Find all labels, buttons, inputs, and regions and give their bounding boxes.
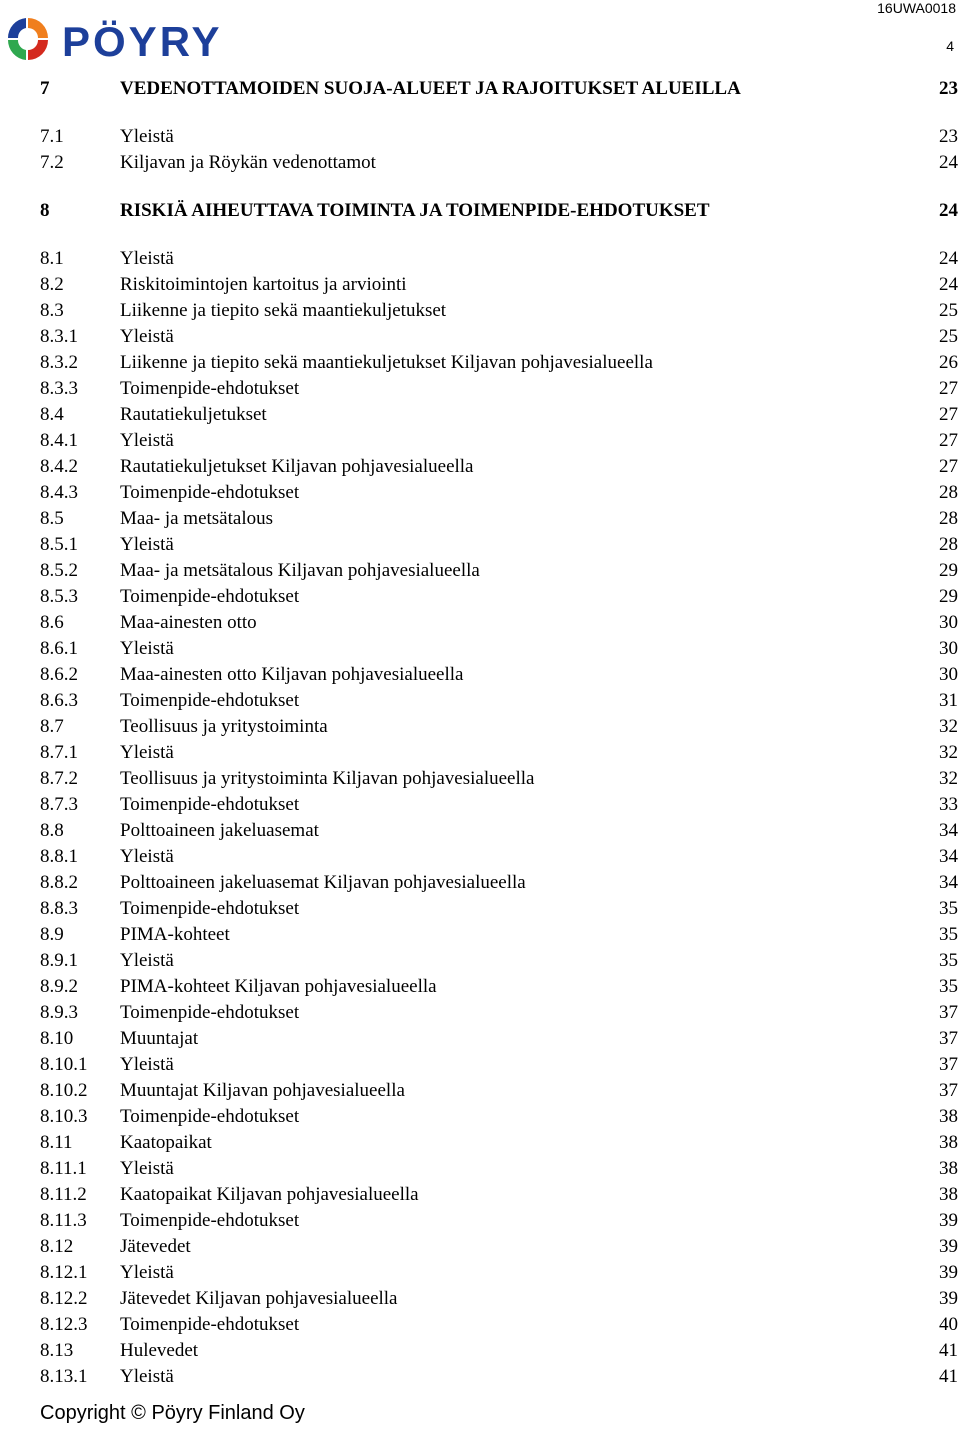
toc-num: 8.12.3 bbox=[40, 1314, 88, 1335]
toc-title: Liikenne ja tiepito sekä maantiekuljetukset Kiljavan pohjavesialueella bbox=[120, 352, 653, 373]
toc-title: Yleistä bbox=[120, 1054, 174, 1075]
toc-num: 8.11 bbox=[40, 1132, 73, 1153]
toc-section-row[interactable] bbox=[40, 532, 958, 558]
toc-section-row[interactable] bbox=[40, 124, 958, 150]
toc-title: Toimenpide-ehdotukset bbox=[120, 1210, 300, 1231]
toc-title: Kaatopaikat bbox=[120, 1132, 212, 1153]
toc-section-row[interactable] bbox=[40, 324, 958, 350]
toc-section-row[interactable] bbox=[40, 740, 958, 766]
toc-title: Riskitoimintojen kartoitus ja arviointi bbox=[120, 274, 407, 295]
toc-title: Liikenne ja tiepito sekä maantiekuljetukset bbox=[120, 300, 447, 321]
toc-page: 40 bbox=[939, 1314, 958, 1335]
toc-section-row[interactable] bbox=[40, 714, 958, 740]
toc-section-row[interactable] bbox=[40, 480, 958, 506]
toc-section-row[interactable] bbox=[40, 896, 958, 922]
toc-num: 8.3 bbox=[40, 300, 64, 321]
toc-page: 38 bbox=[939, 1158, 958, 1179]
toc-num: 8.9.1 bbox=[40, 950, 78, 971]
toc-page: 28 bbox=[939, 508, 958, 529]
toc-section-row[interactable] bbox=[40, 1026, 958, 1052]
toc-page: 27 bbox=[939, 430, 958, 451]
toc-num: 7 bbox=[40, 78, 50, 99]
toc-title: Hulevedet bbox=[120, 1340, 199, 1361]
toc-title: Maa- ja metsätalous bbox=[120, 508, 274, 529]
toc-section-row[interactable] bbox=[40, 246, 958, 272]
toc-section-row[interactable] bbox=[40, 272, 958, 298]
toc-chapter-row[interactable] bbox=[40, 74, 958, 104]
toc-title: Yleistä bbox=[120, 326, 174, 347]
toc-title: Kaatopaikat Kiljavan pohjavesialueella bbox=[120, 1184, 419, 1205]
logo-wordmark: PÖYRY bbox=[62, 18, 223, 64]
toc-title: RISKIÄ AIHEUTTAVA TOIMINTA JA TOIMENPIDE-EHDOTUKSET bbox=[120, 200, 710, 221]
toc-page: 23 bbox=[939, 126, 958, 147]
toc-section-row[interactable] bbox=[40, 792, 958, 818]
toc-page: 28 bbox=[939, 482, 958, 503]
toc-section-row[interactable] bbox=[40, 402, 958, 428]
toc-num: 8.6 bbox=[40, 612, 64, 633]
toc-title: Yleistä bbox=[120, 742, 174, 763]
toc-section-row[interactable] bbox=[40, 584, 958, 610]
toc-num: 8.4.3 bbox=[40, 482, 78, 503]
toc-section-row[interactable] bbox=[40, 1312, 958, 1338]
toc-num: 8.11.3 bbox=[40, 1210, 87, 1231]
toc-section-row[interactable] bbox=[40, 1286, 958, 1312]
toc-title: Muuntajat bbox=[120, 1028, 199, 1049]
toc-num: 8.8.1 bbox=[40, 846, 78, 867]
toc-page: 39 bbox=[939, 1262, 958, 1283]
toc-title: Yleistä bbox=[120, 846, 174, 867]
toc-section-row[interactable] bbox=[40, 610, 958, 636]
toc-page: 34 bbox=[939, 846, 958, 867]
toc-num: 8.13.1 bbox=[40, 1366, 88, 1387]
toc-section-row[interactable] bbox=[40, 506, 958, 532]
toc-section-row[interactable] bbox=[40, 1078, 958, 1104]
toc-num: 8.7.2 bbox=[40, 768, 78, 789]
toc-num: 8.8.3 bbox=[40, 898, 78, 919]
toc-page: 37 bbox=[939, 1054, 958, 1075]
toc-title: Toimenpide-ehdotukset bbox=[120, 1314, 300, 1335]
toc-title: Polttoaineen jakeluasemat Kiljavan pohjavesialueella bbox=[120, 872, 526, 893]
toc-page: 41 bbox=[939, 1340, 958, 1361]
toc-page: 27 bbox=[939, 378, 958, 399]
toc-num: 8.7.1 bbox=[40, 742, 78, 763]
toc-section-row[interactable] bbox=[40, 1156, 958, 1182]
toc-page: 32 bbox=[939, 742, 958, 763]
toc-num: 7.1 bbox=[40, 126, 64, 147]
toc-page: 35 bbox=[939, 950, 958, 971]
toc-page: 39 bbox=[939, 1210, 958, 1231]
toc-num: 8.3.3 bbox=[40, 378, 78, 399]
toc-title: Yleistä bbox=[120, 430, 174, 451]
toc-num: 8.9.3 bbox=[40, 1002, 78, 1023]
toc-page: 34 bbox=[939, 820, 958, 841]
toc-title: Toimenpide-ehdotukset bbox=[120, 1106, 300, 1127]
toc-page: 35 bbox=[939, 898, 958, 919]
toc-title: Maa-ainesten otto Kiljavan pohjavesialueella bbox=[120, 664, 464, 685]
toc-page: 30 bbox=[939, 664, 958, 685]
toc-title: Muuntajat Kiljavan pohjavesialueella bbox=[120, 1080, 405, 1101]
toc-page: 32 bbox=[939, 716, 958, 737]
toc-page: 28 bbox=[939, 534, 958, 555]
toc-section-row[interactable] bbox=[40, 558, 958, 584]
toc-title: Yleistä bbox=[120, 1158, 174, 1179]
toc-page: 27 bbox=[939, 456, 958, 477]
toc-num: 8.7.3 bbox=[40, 794, 78, 815]
toc-title: Jätevedet bbox=[120, 1236, 191, 1257]
toc-page: 30 bbox=[939, 612, 958, 633]
toc-page: 27 bbox=[939, 404, 958, 425]
page-header bbox=[0, 0, 960, 70]
toc-title: PIMA-kohteet bbox=[120, 924, 230, 945]
toc-section-row[interactable] bbox=[40, 454, 958, 480]
toc-section-row[interactable] bbox=[40, 870, 958, 896]
toc-section-row[interactable] bbox=[40, 1130, 958, 1156]
footer-copyright: Copyright © Pöyry Finland Oy bbox=[40, 1402, 305, 1424]
toc-num: 8.4.2 bbox=[40, 456, 78, 477]
toc-num: 8.5.1 bbox=[40, 534, 78, 555]
toc-title: Yleistä bbox=[120, 1366, 174, 1387]
toc-section-row[interactable] bbox=[40, 1000, 958, 1026]
toc-page: 37 bbox=[939, 1080, 958, 1101]
toc-title: Maa- ja metsätalous Kiljavan pohjavesialueella bbox=[120, 560, 480, 581]
toc-num: 8.12 bbox=[40, 1236, 74, 1257]
page-number: 4 bbox=[946, 38, 954, 54]
toc-num: 8.3.2 bbox=[40, 352, 78, 373]
toc-page: 24 bbox=[939, 248, 958, 269]
toc-page: 38 bbox=[939, 1132, 958, 1153]
toc-title: Yleistä bbox=[120, 950, 174, 971]
toc-section-row[interactable] bbox=[40, 844, 958, 870]
toc-num: 8.12.2 bbox=[40, 1288, 88, 1309]
toc-num: 8.6.2 bbox=[40, 664, 78, 685]
toc-num: 8.12.1 bbox=[40, 1262, 88, 1283]
toc-num: 7.2 bbox=[40, 152, 64, 173]
toc-page: 38 bbox=[939, 1184, 958, 1205]
toc-section-row[interactable] bbox=[40, 1104, 958, 1130]
toc-title: Yleistä bbox=[120, 638, 174, 659]
toc-page: 29 bbox=[939, 560, 958, 581]
toc-num: 8.7 bbox=[40, 716, 64, 737]
toc-title: Rautatiekuljetukset bbox=[120, 404, 267, 425]
toc-section-row[interactable] bbox=[40, 350, 958, 376]
toc-num: 8.8.2 bbox=[40, 872, 78, 893]
toc-num: 8.2 bbox=[40, 274, 64, 295]
toc-page: 39 bbox=[939, 1236, 958, 1257]
toc-chapter-row[interactable] bbox=[40, 196, 958, 226]
toc-page: 23 bbox=[939, 78, 958, 99]
toc-page: 34 bbox=[939, 872, 958, 893]
document-code: 16UWA0018 bbox=[877, 0, 956, 16]
toc-num: 8.10.2 bbox=[40, 1080, 88, 1101]
toc-title: Toimenpide-ehdotukset bbox=[120, 1002, 300, 1023]
toc-page: 24 bbox=[939, 274, 958, 295]
toc-title: Yleistä bbox=[120, 534, 174, 555]
toc-section-row[interactable] bbox=[40, 818, 958, 844]
toc-title: Toimenpide-ehdotukset bbox=[120, 482, 300, 503]
toc-title: Toimenpide-ehdotukset bbox=[120, 794, 300, 815]
toc-title: Kiljavan ja Röykän vedenottamot bbox=[120, 152, 376, 173]
toc-num: 8.5.3 bbox=[40, 586, 78, 607]
toc-num: 8.3.1 bbox=[40, 326, 78, 347]
toc-page: 39 bbox=[939, 1288, 958, 1309]
toc-page: 30 bbox=[939, 638, 958, 659]
toc-section-row[interactable] bbox=[40, 922, 958, 948]
toc-title: Toimenpide-ehdotukset bbox=[120, 586, 300, 607]
toc-num: 8.11.1 bbox=[40, 1158, 87, 1179]
toc-num: 8.9.2 bbox=[40, 976, 78, 997]
toc-num: 8.13 bbox=[40, 1340, 74, 1361]
toc-page: 41 bbox=[939, 1366, 958, 1387]
toc-section-row[interactable] bbox=[40, 1052, 958, 1078]
toc-num: 8.5 bbox=[40, 508, 64, 529]
toc-num: 8.11.2 bbox=[40, 1184, 87, 1205]
table-of-contents bbox=[40, 74, 958, 1390]
toc-num: 8.10.3 bbox=[40, 1106, 88, 1127]
toc-section-row[interactable] bbox=[40, 1208, 958, 1234]
poyry-logo bbox=[6, 14, 250, 64]
toc-title: Maa-ainesten otto bbox=[120, 612, 257, 633]
toc-section-row[interactable] bbox=[40, 948, 958, 974]
toc-section-row[interactable] bbox=[40, 150, 958, 176]
toc-title: Polttoaineen jakeluasemat bbox=[120, 820, 319, 841]
toc-section-row[interactable] bbox=[40, 662, 958, 688]
toc-title: Yleistä bbox=[120, 248, 174, 269]
toc-num: 8.5.2 bbox=[40, 560, 78, 581]
toc-title: Yleistä bbox=[120, 126, 174, 147]
toc-page: 31 bbox=[939, 690, 958, 711]
toc-title: Rautatiekuljetukset Kiljavan pohjavesialueella bbox=[120, 456, 474, 477]
toc-num: 8.1 bbox=[40, 248, 64, 269]
toc-page: 35 bbox=[939, 924, 958, 945]
toc-section-row[interactable] bbox=[40, 1364, 958, 1390]
toc-section-row[interactable] bbox=[40, 1182, 958, 1208]
toc-page: 25 bbox=[939, 300, 958, 321]
toc-num: 8.10.1 bbox=[40, 1054, 88, 1075]
toc-section-row[interactable] bbox=[40, 376, 958, 402]
toc-title: Toimenpide-ehdotukset bbox=[120, 378, 300, 399]
toc-title: Toimenpide-ehdotukset bbox=[120, 690, 300, 711]
toc-section-row[interactable] bbox=[40, 1260, 958, 1286]
toc-num: 8.10 bbox=[40, 1028, 74, 1049]
toc-section-row[interactable] bbox=[40, 636, 958, 662]
toc-page: 37 bbox=[939, 1002, 958, 1023]
toc-title: Yleistä bbox=[120, 1262, 174, 1283]
toc-page: 32 bbox=[939, 768, 958, 789]
toc-page: 25 bbox=[939, 326, 958, 347]
toc-page: 38 bbox=[939, 1106, 958, 1127]
toc-title: PIMA-kohteet Kiljavan pohjavesialueella bbox=[120, 976, 437, 997]
toc-title: Jätevedet Kiljavan pohjavesialueella bbox=[120, 1288, 398, 1309]
toc-section-row[interactable] bbox=[40, 1338, 958, 1364]
toc-section-row[interactable] bbox=[40, 428, 958, 454]
toc-num: 8.6.1 bbox=[40, 638, 78, 659]
toc-section-row[interactable] bbox=[40, 1234, 958, 1260]
toc-page: 24 bbox=[939, 200, 958, 221]
toc-num: 8 bbox=[40, 200, 50, 221]
toc-page: 26 bbox=[939, 352, 958, 373]
toc-page: 29 bbox=[939, 586, 958, 607]
toc-num: 8.4.1 bbox=[40, 430, 78, 451]
toc-num: 8.4 bbox=[40, 404, 64, 425]
toc-page: 24 bbox=[939, 152, 958, 173]
toc-page: 37 bbox=[939, 1028, 958, 1049]
toc-section-row[interactable] bbox=[40, 298, 958, 324]
toc-title: Teollisuus ja yritystoiminta bbox=[120, 716, 328, 737]
toc-num: 8.6.3 bbox=[40, 690, 78, 711]
toc-section-row[interactable] bbox=[40, 974, 958, 1000]
toc-num: 8.9 bbox=[40, 924, 64, 945]
toc-title: Teollisuus ja yritystoiminta Kiljavan pohjavesialueella bbox=[120, 768, 535, 789]
toc-page: 35 bbox=[939, 976, 958, 997]
toc-title: Toimenpide-ehdotukset bbox=[120, 898, 300, 919]
toc-title: VEDENOTTAMOIDEN SUOJA-ALUEET JA RAJOITUKSET ALUEILLA bbox=[120, 78, 741, 99]
toc-num: 8.8 bbox=[40, 820, 64, 841]
toc-section-row[interactable] bbox=[40, 688, 958, 714]
toc-section-row[interactable] bbox=[40, 766, 958, 792]
toc-page: 33 bbox=[939, 794, 958, 815]
